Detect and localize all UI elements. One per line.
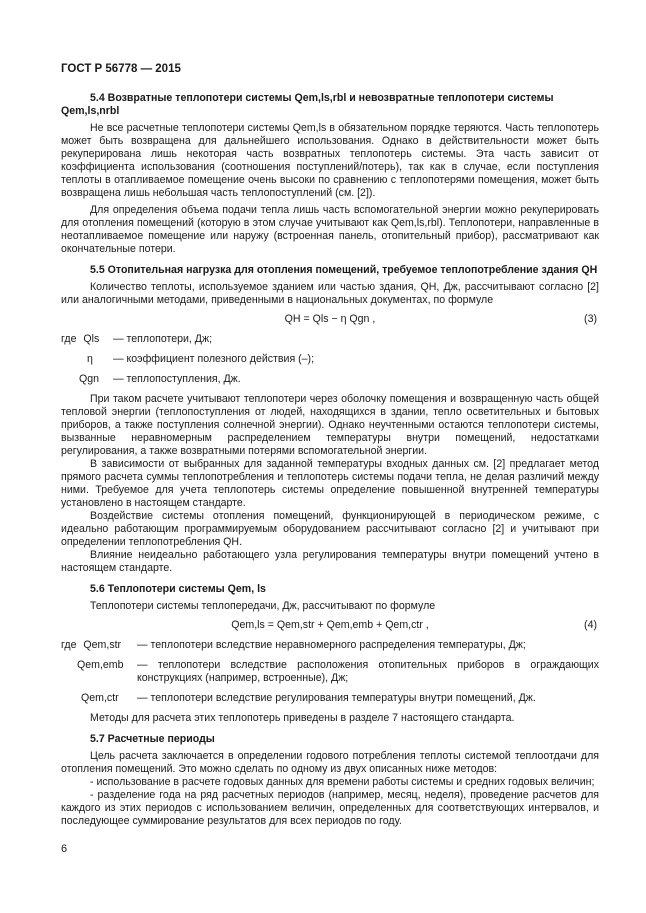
formula-4-expression: Qem,ls = Qem,str + Qem,emb + Qem,ctr ,	[231, 619, 429, 631]
list-item: - использование в расчете годовых данных для времени работы системы и средних годовых величин;	[90, 776, 595, 788]
page-content	[61, 92, 599, 828]
page-number: 6	[61, 843, 68, 855]
section-5-4-paragraph-1: Не все расчетные теплопотери системы Qem,ls в обязательном порядке теряются. Часть теплопотерь может быть возвращена для дальнейшего использования. Однако в действительности может быть рекуперирована лишь некоторая часть возвратных теплопотерь системы. Эта часть зависит от коэффициента использования (соотношения поступлений/потерь), так как в случае, если поступления теплоты в отапливаемое помещение очень высоки по сравнению с теплопотерями помещения, может быть возвращена лишь небольшая часть теплопоступлений (см. [2]).	[61, 122, 599, 199]
section-5-5-paragraph-3: В зависимости от выбранных для заданной температуры входных данных см. [2] предлагает метод прямого расчета суммы теплопотребления и теплопотерь системы подачи тепла, не делая различий между ними. Требуемое для учета теплопотерь системы определение повышенной внутренней температуры установлено в настоящем стандарте.	[61, 458, 599, 509]
where-label: где	[61, 639, 77, 651]
section-5-5-paragraph-2: При таком расчете учитывают теплопотери через оболочку помещения и возвращенную часть общей тепловой энергии (теплопоступления от людей, находящихся в здании, тепло осветительных и бытовых приборов, а также поступления солнечной энергии). Однако неучтенными остаются теплопотери системы, вызванные неравномерным распределением температуры внутри помещений, недостатками регулирования, а также возвратными потерями вспомогательной энергии.	[61, 393, 599, 457]
section-5-5-paragraph-5: Влияние неидеально работающего узла регулирования температуры внутри помещений учтено в настоящем стандарте.	[61, 549, 599, 574]
legend-symbol: Qls	[83, 333, 100, 345]
legend-description: — теплопотери вследствие регулирования температуры внутри помещений, Дж.	[137, 692, 536, 704]
legend-symbol: Qem,str	[83, 639, 122, 651]
legend-description: — теплопотери вследствие неравномерного распределения температуры, Дж;	[137, 639, 526, 651]
legend-symbol: Qgn	[79, 373, 100, 385]
list-item: - разделение года на ряд расчетных периодов (например, месяц, неделя), проведение расчетов для каждого из этих периодов с использованием величин, определенных для соответствующих интервалов, и последующее суммирование результатов для всех периодов по году.	[61, 789, 599, 827]
section-5-7-title: 5.7 Расчетные периоды	[90, 733, 215, 745]
section-5-6-paragraph-2: Методы для расчета этих теплопотерь приведены в разделе 7 настоящего стандарта.	[90, 712, 515, 724]
section-5-6-title: 5.6 Теплопотери системы Qem, ls	[90, 583, 266, 595]
legend-symbol: Qem,ctr	[81, 692, 119, 704]
section-5-5-paragraph-4: Воздействие системы отопления помещений, функционирующей в периодическом режиме, с идеально работающим программируемым оборудованием рассчитывают согласно [2] и учитывают при определении теплопотребления QН.	[61, 510, 599, 548]
formula-4-number: (4)	[584, 619, 597, 631]
where-label: где	[61, 333, 77, 345]
legend-description: — теплопоступления, Дж.	[113, 373, 241, 385]
document-header: ГОСТ Р 56778 — 2015	[61, 63, 181, 75]
section-5-6-paragraph-1: Теплопотери системы теплопередачи, Дж, рассчитывают по формуле	[90, 600, 436, 612]
legend-description: — теплопотери, Дж;	[113, 333, 213, 345]
formula-3-number: (3)	[584, 313, 597, 325]
legend-symbol: Qem,emb	[77, 659, 124, 671]
legend-symbol: η	[87, 353, 93, 365]
section-5-5-title: 5.5 Отопительная нагрузка для отопления помещений, требуемое теплопотребление здания QН	[90, 264, 598, 276]
formula-3-expression: QН = Qls − η Qgn ,	[284, 313, 376, 325]
section-5-7-paragraph-1: Цель расчета заключается в определении годового потребления теплоты системой теплоотдачи для отопления помещений. Это можно сделать по одному из двух описанных ниже методов:	[61, 750, 599, 775]
legend-description: — коэффициент полезного действия (–);	[113, 353, 315, 365]
section-5-5-paragraph-1: Количество теплоты, используемое зданием или частью здания, QН, Дж, рассчитывают согласно [2] или аналогичными методами, приведенными в национальных документах, по формуле	[61, 281, 599, 306]
formula-3-legend	[61, 333, 599, 386]
formula-4	[61, 617, 599, 635]
legend-description: — теплопотери вследствие расположения отопительных приборов в ограждающих конструкциях (например, встроенные), Дж;	[137, 659, 599, 684]
formula-3	[61, 311, 599, 329]
formula-4-legend	[61, 639, 599, 705]
section-5-4-title: 5.4 Возвратные теплопотери системы Qem,ls,rbl и невозвратные теплопотери системы Qem,ls,nrbl	[61, 92, 554, 117]
section-5-4-paragraph-2: Для определения объема подачи тепла лишь часть вспомогательной энергии можно рекуперировать для отопления помещений (которую в этом случае учитывают как Qem,ls,rbl). Теплопотери, направленные в неотапливаемое помещение или наружу (встроенная панель, отопительный прибор), рассматривают как окончательные потери.	[61, 204, 599, 255]
